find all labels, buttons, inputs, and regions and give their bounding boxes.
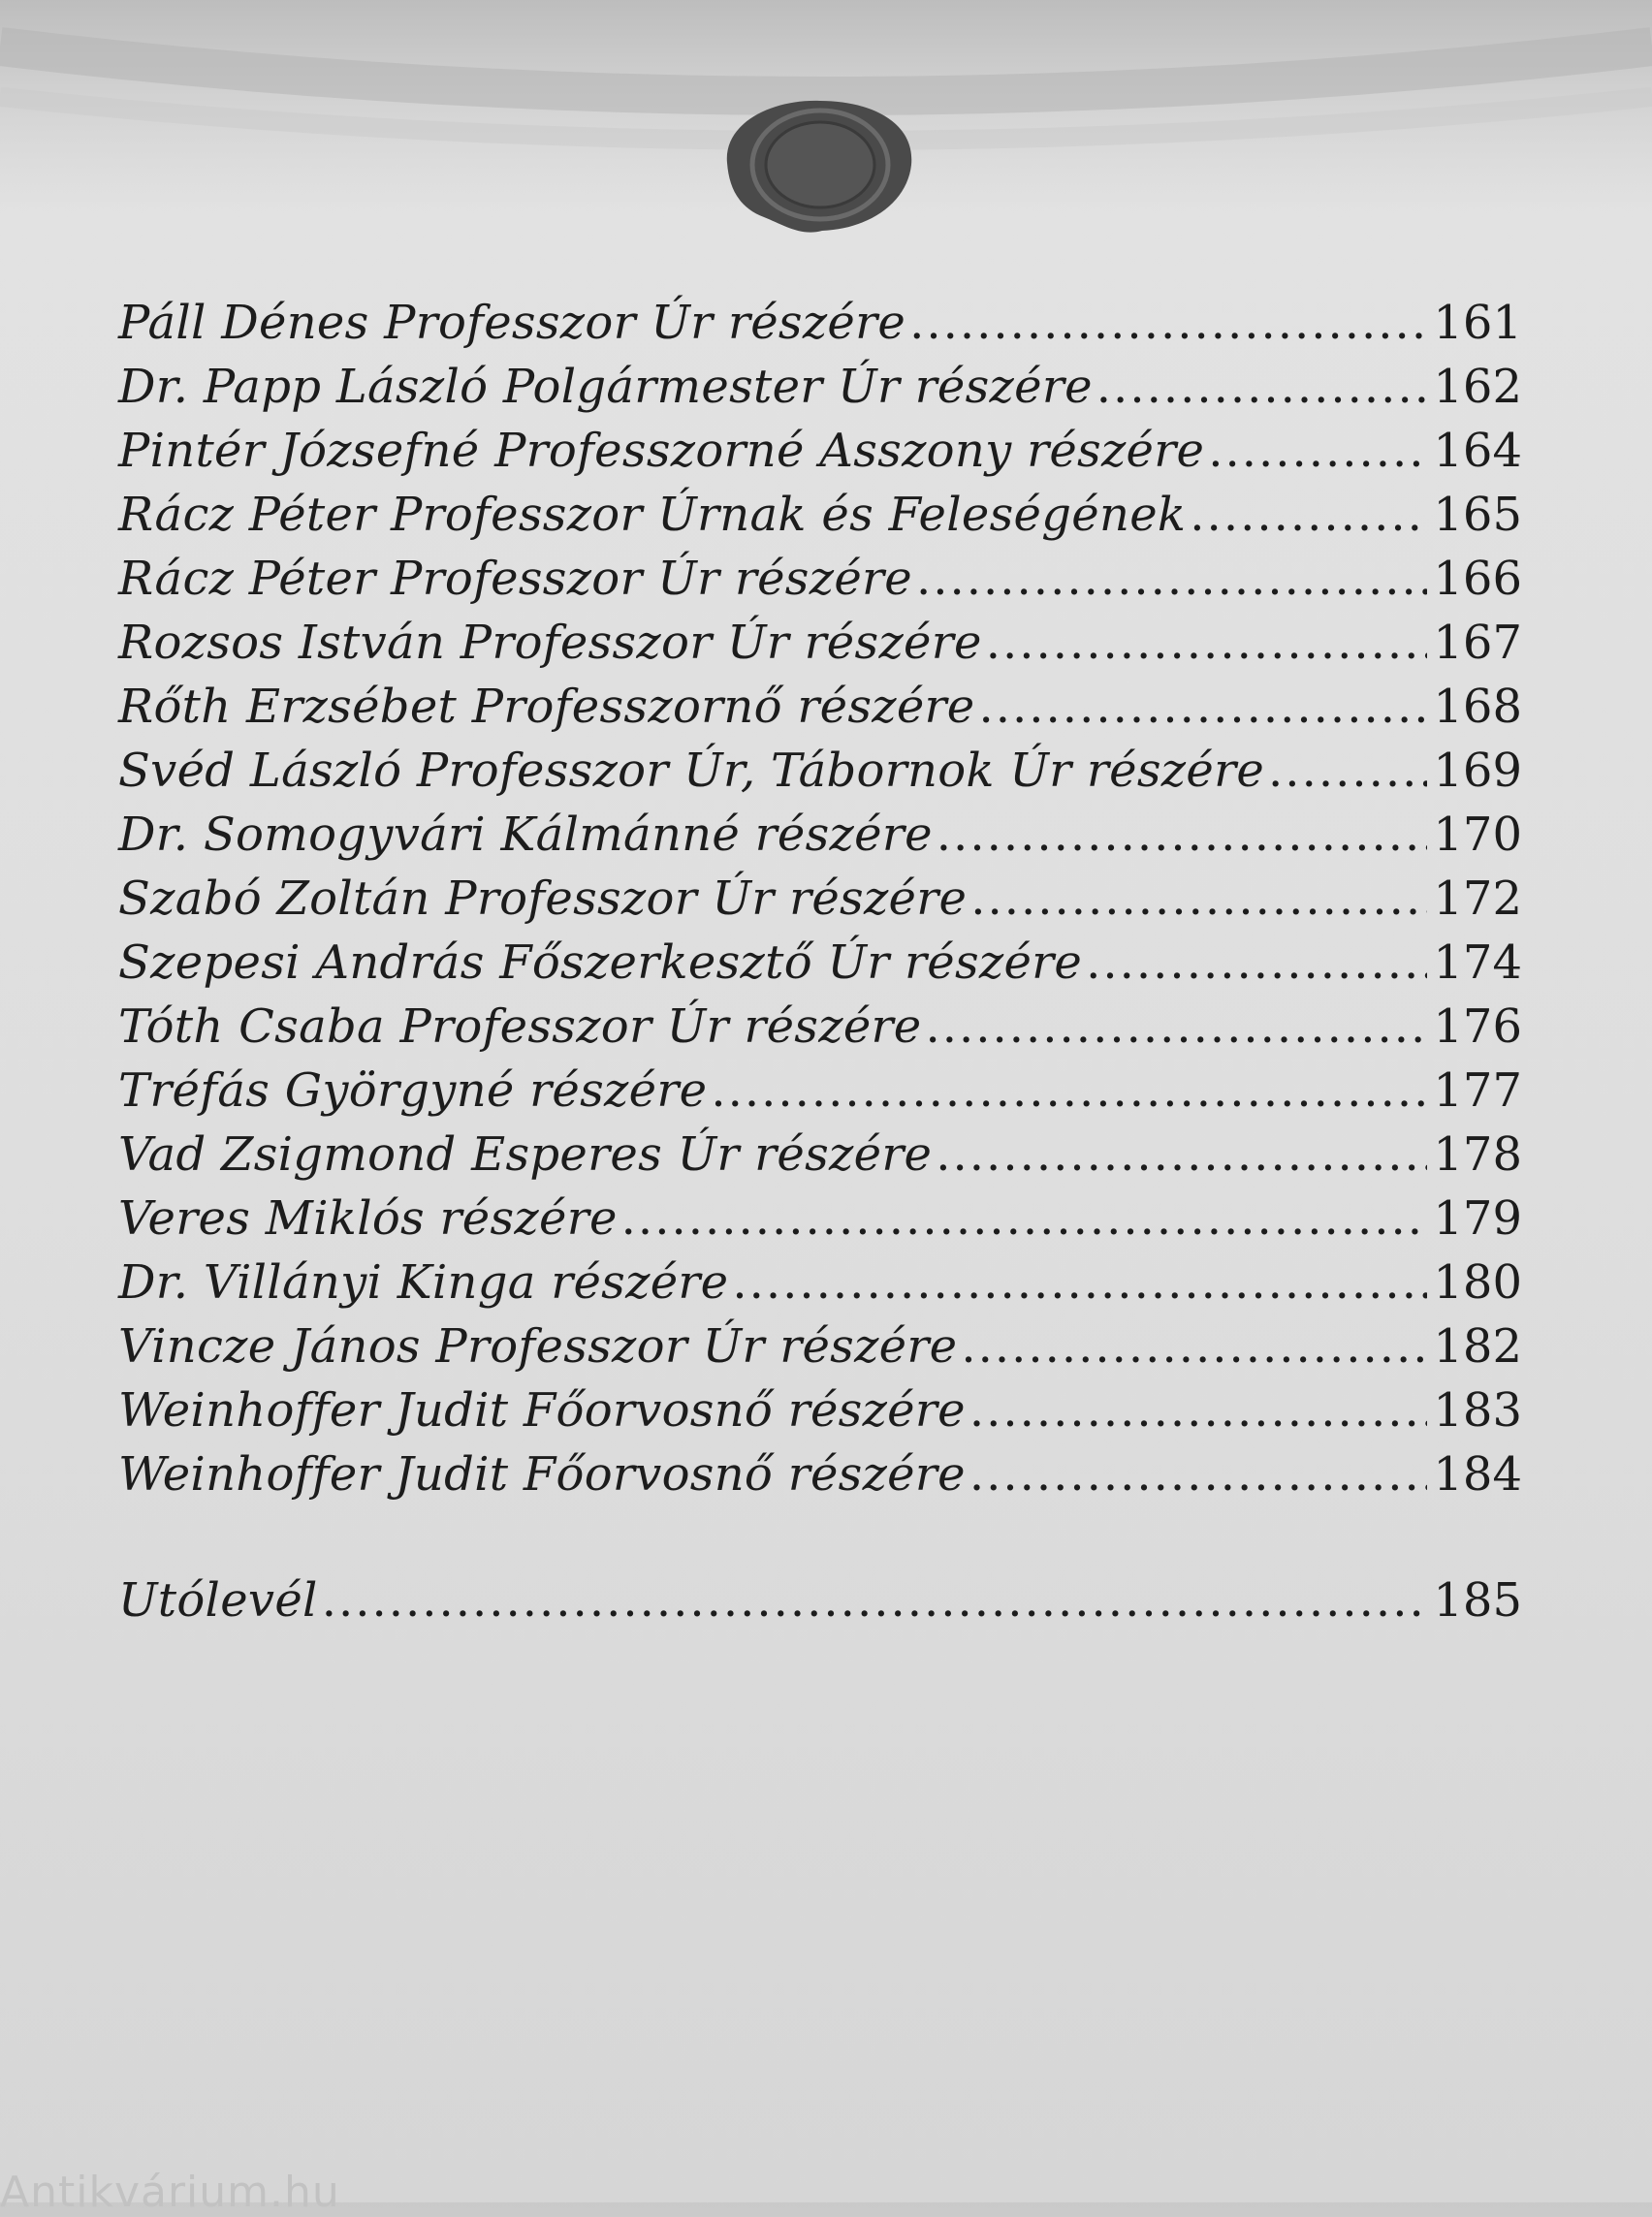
toc-dot-leader [986, 611, 1428, 675]
toc-entry-page: 168 [1433, 680, 1522, 734]
toc-entry[interactable] [118, 995, 1522, 1059]
toc-entry[interactable] [118, 419, 1522, 483]
toc-entry-title: Utólevél [118, 1573, 318, 1628]
toc-dot-leader [1096, 355, 1428, 419]
watermark: Antikvárium.hu [0, 2168, 340, 2217]
toc-entry-title: Tréfás Györgyné részére [118, 1063, 708, 1118]
wax-seal-icon [715, 93, 921, 238]
toc-dot-leader [322, 1568, 1428, 1632]
toc-entry-page: 185 [1433, 1573, 1522, 1628]
toc-entry[interactable] [118, 483, 1522, 547]
toc-entry[interactable] [118, 1187, 1522, 1251]
toc-entry-title: Rácz Péter Professzor Úrnak és Feleségének [118, 488, 1187, 542]
toc-entry-page: 177 [1433, 1063, 1522, 1118]
toc-entry-title: Szepesi András Főszerkesztő Úr részére [118, 935, 1083, 990]
toc-entry[interactable] [118, 1442, 1522, 1506]
toc-entry-title: Pintér Józsefné Professzorné Asszony részére [118, 424, 1205, 478]
toc-entry-page: 162 [1433, 360, 1522, 414]
toc-entry[interactable] [118, 675, 1522, 739]
toc-entry-title: Rozsos István Professzor Úr részére [118, 616, 982, 670]
toc-entry-title: Tóth Csaba Professzor Úr részére [118, 999, 922, 1054]
toc-dot-leader [621, 1187, 1428, 1251]
toc-entry-title: Rőth Erzsébet Professzornő részére [118, 680, 975, 734]
toc-entry-page: 182 [1433, 1319, 1522, 1374]
toc-entry-page: 165 [1433, 488, 1522, 542]
toc-dot-leader [916, 547, 1427, 611]
toc-entry-page: 172 [1433, 871, 1522, 926]
toc-entry-page: 176 [1433, 999, 1522, 1054]
toc-entry[interactable] [118, 1059, 1522, 1123]
toc-entry-page: 174 [1433, 935, 1522, 990]
toc-entry-title: Dr. Papp László Polgármester Úr részére [118, 360, 1093, 414]
toc-entry-page: 164 [1433, 424, 1522, 478]
toc-entry-title: Weinhoffer Judit Főorvosnő részére [118, 1447, 966, 1502]
toc-dot-leader [936, 1123, 1427, 1187]
toc-dot-leader [909, 291, 1427, 355]
toc-entry-afterword[interactable] [118, 1568, 1522, 1632]
toc-entry-title: Dr. Villányi Kinga részére [118, 1255, 729, 1310]
toc-entry-page: 166 [1433, 552, 1522, 606]
toc-entry-title: Dr. Somogyvári Kálmánné részére [118, 808, 933, 862]
toc-entry-title: Svéd László Professzor Úr, Tábornok Úr részére [118, 744, 1265, 798]
toc-dot-leader [979, 675, 1428, 739]
toc-dot-leader [961, 1314, 1427, 1378]
toc-dot-leader [711, 1059, 1427, 1123]
toc-entry-title: Rácz Péter Professzor Úr részére [118, 552, 912, 606]
toc-entry-title: Vincze János Professzor Úr részére [118, 1319, 958, 1374]
toc-entry-title: Páll Dénes Professzor Úr részére [118, 296, 906, 350]
toc-entry-title: Vad Zsigmond Esperes Úr részére [118, 1127, 933, 1182]
toc-entry[interactable] [118, 547, 1522, 611]
toc-dot-leader [1190, 483, 1427, 547]
toc-entry-page: 179 [1433, 1191, 1522, 1246]
toc-entry-page: 161 [1433, 296, 1522, 350]
toc-entry-title: Veres Miklós részére [118, 1191, 618, 1246]
wax-seal [715, 93, 921, 238]
toc-entry[interactable] [118, 291, 1522, 355]
toc-dot-leader [969, 1442, 1428, 1506]
toc-entry[interactable] [118, 611, 1522, 675]
toc-entry[interactable] [118, 1251, 1522, 1314]
toc-dot-leader [937, 803, 1428, 867]
toc-entry-page: 183 [1433, 1383, 1522, 1438]
toc-entry[interactable] [118, 1378, 1522, 1442]
toc-entry[interactable] [118, 739, 1522, 803]
toc-entry-page: 169 [1433, 744, 1522, 798]
toc-entry-page: 184 [1433, 1447, 1522, 1502]
toc-entry-page: 167 [1433, 616, 1522, 670]
toc-entry[interactable] [118, 803, 1522, 867]
toc-entry-page: 178 [1433, 1127, 1522, 1182]
toc-dot-leader [1086, 931, 1427, 995]
toc-entry[interactable] [118, 1314, 1522, 1378]
toc-entry-page: 170 [1433, 808, 1522, 862]
toc-dot-leader [1268, 739, 1427, 803]
toc-entry-title: Weinhoffer Judit Főorvosnő részére [118, 1383, 966, 1438]
toc-entry[interactable] [118, 355, 1522, 419]
toc-dot-leader [969, 1378, 1428, 1442]
toc-dot-leader [970, 867, 1427, 931]
toc-spacer [118, 1506, 1522, 1568]
toc-entry[interactable] [118, 1123, 1522, 1187]
toc-entry-page: 180 [1433, 1255, 1522, 1310]
toc-entry[interactable] [118, 867, 1522, 931]
toc-dot-leader [732, 1251, 1427, 1314]
toc-dot-leader [1208, 419, 1427, 483]
toc-entry[interactable] [118, 931, 1522, 995]
toc-dot-leader [925, 995, 1427, 1059]
table-of-contents [118, 291, 1522, 1632]
toc-entry-title: Szabó Zoltán Professzor Úr részére [118, 871, 968, 926]
